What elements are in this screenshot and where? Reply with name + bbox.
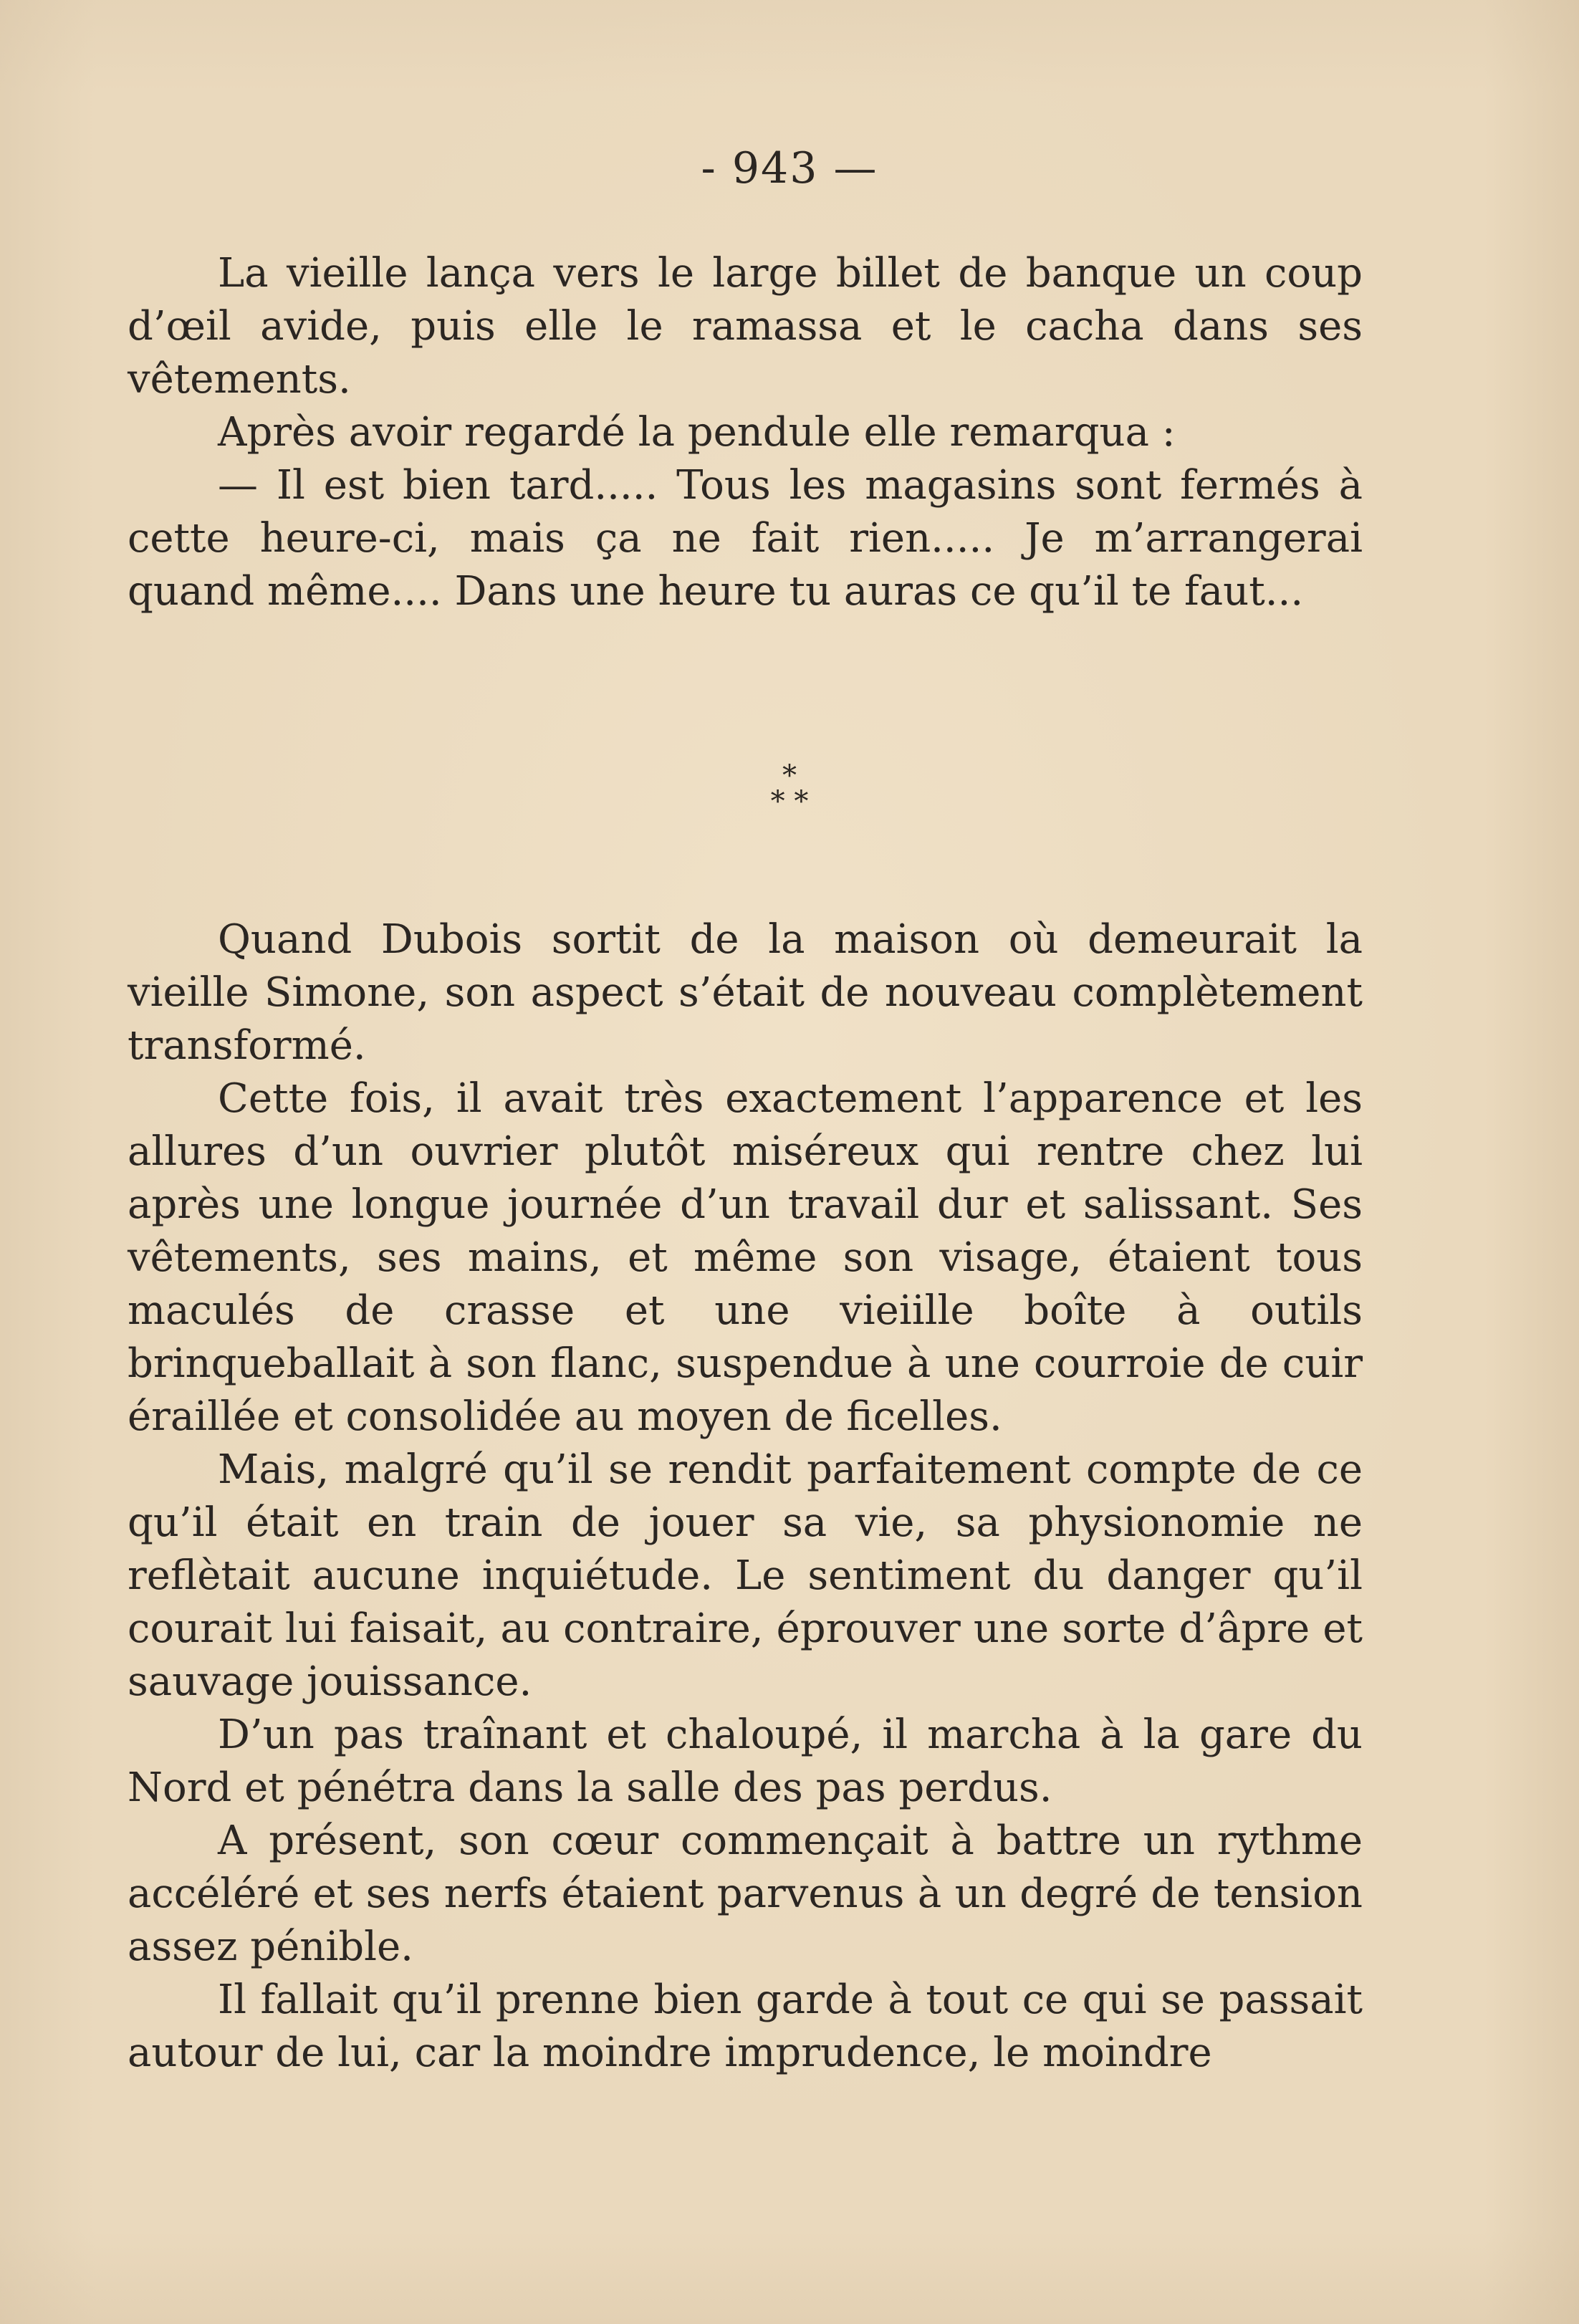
page-number: - 943 — [701, 143, 878, 193]
paragraph: — Il est bien tard..... Tous les magasins sont fermés à cette heure-ci, mais ça ne fait rien..... Je m’arrangerai quand même.... Dans une heure tu auras ce qu’il te faut... [128, 462, 1363, 615]
separator-star-bottom: * * [770, 785, 809, 818]
separator-star-top: * [782, 759, 797, 792]
paragraph: Il fallait qu’il prenne bien garde à tout ce qui se passait autour de lui, car la moindre imprudence, le moindre [128, 1977, 1363, 2076]
paragraph: Cette fois, il avait très exactement l’apparence et les allures d’un ouvrier plutôt miséreux qui rentre chez lui après une longue journée d’un travail dur et salissant. Ses vêtements, ses mains, et même son visage, étaient tous maculés de crasse et une vieiille boîte à outils brinqueballait à son flanc, suspendue à une courroie de cuir éraillée et consolidée au moyen de ficelles. [128, 1075, 1363, 1440]
paragraph: La vieille lança vers le large billet de banque un coup d’œil avide, puis elle le ramassa et le cacha dans ses vêtements. [128, 250, 1363, 403]
paragraph: Mais, malgré qu’il se rendit parfaitement compte de ce qu’il était en train de jouer sa vie, sa physionomie ne reflètait aucune inquiétude. Le sentiment du danger qu’il courait lui faisait, au contraire, éprouver une sorte d’âpre et sauvage jouissance. [128, 1446, 1363, 1705]
paragraph: A présent, son cœur commençait à battre un rythme accéléré et ses nerfs étaient parvenus à un degré de tension assez pénible. [128, 1818, 1363, 1970]
paragraph: Quand Dubois sortit de la maison où demeurait la vieille Simone, son aspect s’était de nouveau complètement transformé. [128, 916, 1363, 1069]
text-section-2 [128, 913, 1363, 2080]
paragraph: D’un pas traînant et chaloupé, il marcha à la gare du Nord et pénétra dans la salle des pas perdus. [128, 1711, 1363, 1811]
text-section-1 [128, 247, 1363, 618]
section-separator [0, 759, 1579, 818]
paragraph: Après avoir regardé la pendule elle remarqua : [218, 409, 1176, 456]
